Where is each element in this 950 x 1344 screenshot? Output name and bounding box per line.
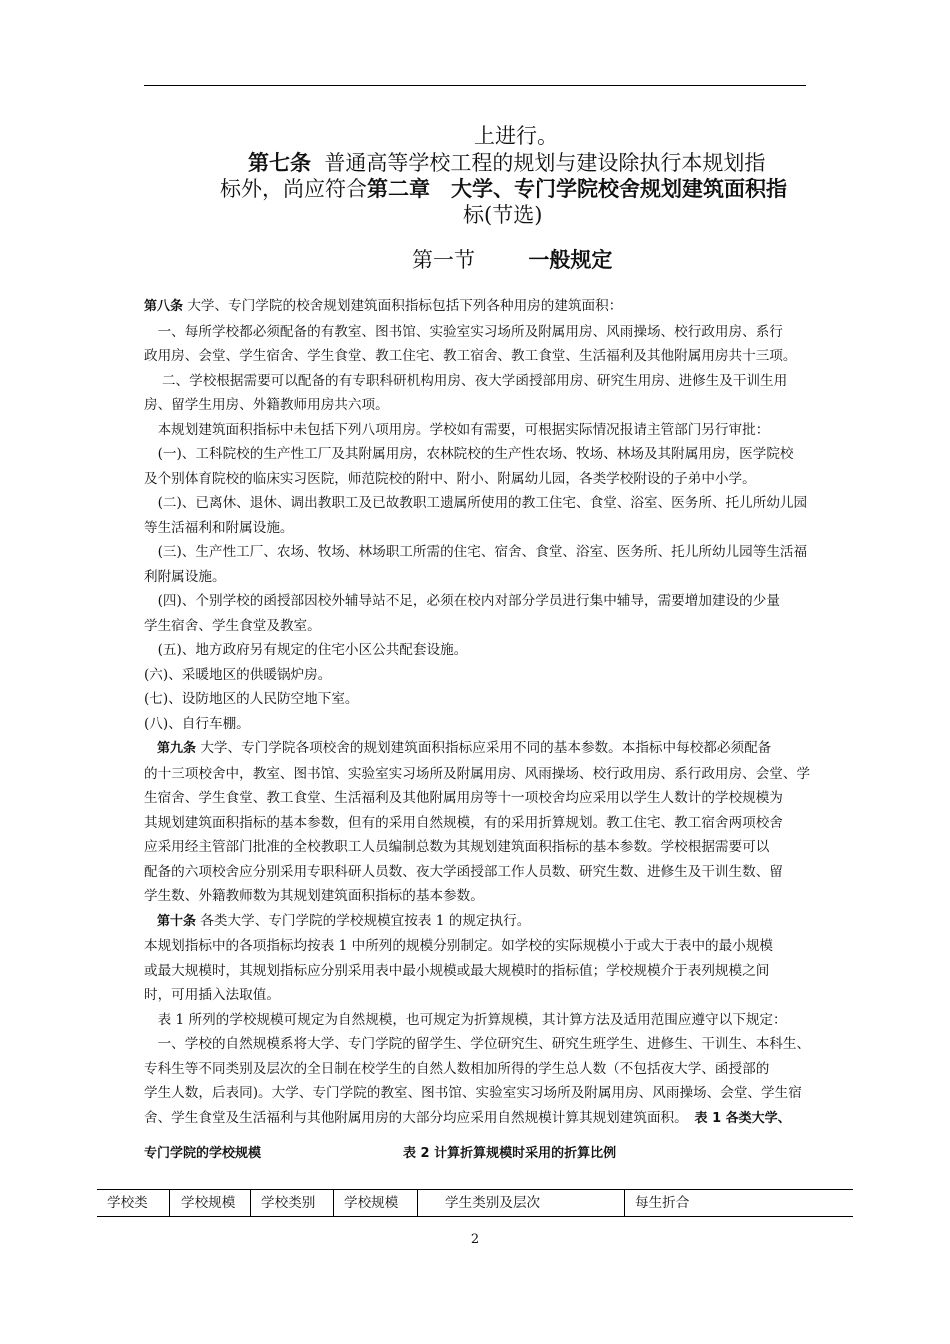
body-line <box>144 983 810 1008</box>
article-7-text: 普通高等学校工程的规划与建设除执行本规划指 <box>324 151 766 175</box>
body-line-text: 利附属设施。 <box>144 568 226 585</box>
body-line-text: 一、学校的自然规模系将大学、专门学院的留学生、学位研究生、研究生班学生、进修生、干训生、本科生、 <box>144 1036 811 1052</box>
body-line-text: 生宿舍、学生食堂、教工食堂、生活福利及其他附属用房等十一项校舍均应采用以学生人数计的学校规模为 <box>144 790 783 806</box>
body-line-text: 学生宿舍、学生食堂及教室。 <box>144 617 321 634</box>
body-line <box>144 467 810 492</box>
body-line <box>144 1057 810 1082</box>
body-line <box>144 540 810 565</box>
body-line-text: 本规划建筑面积指标中未包括下列八项用房。学校如有需要，可根据实际情况报请主管部门另行审批： <box>144 421 770 438</box>
excerpt-note: 标(节选) <box>463 203 543 227</box>
body-line-text: (二)、已离休、退休、调出教职工及已故教职工遗属所使用的教工住宅、食堂、浴室、医务所、托儿所幼儿园 <box>144 495 808 511</box>
body-line-text: 一、每所学校都必须配备的有教室、图书馆、实验室实习场所及附属用房、风雨操场、校行政用房、系行 <box>144 323 783 340</box>
article-7-line-2 <box>220 176 787 203</box>
body-line-text: (一)、工科院校的生产性工厂及其附属用房，农林院校的生产性农场、牧场、林场及其附属用房，医学院校 <box>144 446 794 462</box>
body-line <box>144 860 810 885</box>
body-line <box>144 294 810 320</box>
table-header-cell: 学生类别及层次 <box>445 1195 541 1211</box>
body-line <box>144 1081 810 1106</box>
body-line-text: 其规划建筑面积指标的基本参数，但有的采用自然规模，有的采用折算规划。教工住宅、教工宿舍两项校舍 <box>144 814 783 831</box>
body-line-text: 配备的六项校舍应分别采用专职科研人员数、夜大学函授部工作人员数、研究生数、进修生及干训生数、留 <box>144 863 783 880</box>
continuation-line: 上进行。 <box>474 124 558 148</box>
body-line <box>144 614 810 639</box>
article-7-label: 第七条 <box>248 151 311 175</box>
chapter-2-reference: 第二章 大学、专门学院校舍规划建筑面积指 <box>367 177 787 201</box>
body-line <box>144 516 810 541</box>
body-line <box>144 1106 810 1132</box>
body-line <box>144 442 810 467</box>
body-line-text: 等生活福利和附属设施。 <box>144 519 294 536</box>
body-line-text: 时，可用插入法取值。 <box>144 987 280 1003</box>
table-1-caption-cont: 专门学院的学校规模 <box>144 1146 262 1161</box>
body-line-text: 表 1 所列的学校规模可规定为自然规模，也可规定为折算规模，其计算方法及适用范围应遵守以下规定： <box>144 1011 787 1028</box>
table-header-cell: 每生折合 <box>635 1195 690 1211</box>
body-line-text: 各类大学、专门学院的学校规模宜按表 1 的规定执行。 <box>196 912 531 929</box>
body-line <box>144 909 810 935</box>
body-line <box>144 418 810 443</box>
body-line <box>144 638 810 663</box>
body-line-text: 房、留学生用房、外籍教师用房共六项。 <box>144 397 389 413</box>
article-label: 第九条 <box>144 741 197 756</box>
section-title: 一般规定 <box>528 248 613 272</box>
body-line-text: (三)、生产性工厂、农场、牧场、林场职工所需的住宅、宿舍、食堂、浴室、医务所、托儿所幼儿园等生活福 <box>144 544 808 560</box>
body-line <box>144 811 810 836</box>
table-header-cell: 学校类 <box>107 1195 148 1211</box>
body-line <box>144 959 810 984</box>
body-line <box>144 663 810 688</box>
body-line-text: 专科生等不同类别及层次的全日制在校学生的自然人数相加所得的学生总人数（不包括夜大学、函授部的 <box>144 1060 770 1077</box>
table-captions <box>144 1141 810 1167</box>
body-line <box>144 712 810 737</box>
body-line <box>144 344 810 369</box>
body-line-text: 学生数、外籍教师数为其规划建筑面积指标的基本参数。 <box>144 888 484 904</box>
body-line-text: 政用房、会堂、学生宿舍、学生食堂、教工住宅、教工宿舍、教工食堂、生活福利及其他附属用房共十三项。 <box>144 348 797 364</box>
body-line-text: 舍、学生食堂及生活福利与其他附属用房的大部分均应采用自然规模计算其规划建筑面积。 <box>144 1109 681 1126</box>
body-line <box>144 835 810 860</box>
body-line-text: 或最大规模时，其规划指标应分别采用表中最小规模或最大规模时的指标值；学校规模介于表列规模之间 <box>144 962 770 979</box>
body-line-text: 的十三项校舍中，教室、图书馆、实验室实习场所及附属用房、风雨操场、校行政用房、系行政用房、会堂、学 <box>144 765 811 782</box>
body-line <box>144 565 810 590</box>
table-header-cell: 学校规模 <box>181 1195 236 1211</box>
body-line <box>144 1008 810 1033</box>
body-line-text: 学生人数，后表同)。大学、专门学院的教室、图书馆、实验室实习场所及附属用房、风雨操场、会堂、学生宿 <box>144 1085 802 1101</box>
table-header-row <box>97 1189 853 1217</box>
body-line <box>144 393 810 418</box>
body-line <box>144 786 810 811</box>
body-line-text: 大学、专门学院的校舍规划建筑面积指标包括下列各种用房的建筑面积： <box>183 298 623 314</box>
table-2-caption: 表 2 计算折算规模时采用的折算比例 <box>403 1146 617 1161</box>
section-heading <box>412 247 612 274</box>
body-line-text: (七)、设防地区的人民防空地下室。 <box>144 691 359 707</box>
article-7-line <box>248 150 765 177</box>
body-line-text: 二、学校根据需要可以配备的有专职科研机构用房、夜大学函授部用房、研究生用房、进修生及干训生用 <box>144 372 788 389</box>
body-line <box>144 687 810 712</box>
body-line <box>144 1032 810 1057</box>
article-label: 第八条 <box>144 299 184 314</box>
body-line-text: 本规划指标中的各项指标均按表 1 中所列的规模分别制定。如学校的实际规模小于或大于表中的最小规模 <box>144 938 774 954</box>
header-rule <box>144 85 806 86</box>
body-line <box>144 369 810 394</box>
body-line <box>144 934 810 959</box>
body-line <box>144 491 810 516</box>
body-text <box>144 294 810 1131</box>
section-number: 第一节 <box>412 248 475 272</box>
body-line-text: (八)、自行车棚。 <box>144 715 250 732</box>
body-line-text: (六)、采暖地区的供暖锅炉房。 <box>144 666 332 683</box>
article-7-text-2: 标外，尚应符合 <box>220 177 367 201</box>
body-line-text: (五)、地方政府另有规定的住宅小区公共配套设施。 <box>144 642 468 658</box>
body-line-text: 应采用经主管部门批准的全校教职工人员编制总数为其规划建筑面积指标的基本参数。学校根据需要可以 <box>144 839 770 855</box>
body-line-text: (四)、个别学校的函授部因校外辅导站不足，必须在校内对部分学员进行集中辅导，需要增加建设的少量 <box>144 593 780 609</box>
body-line <box>144 762 810 787</box>
table-header-cell: 学校类别 <box>261 1195 316 1211</box>
page-number: 2 <box>470 1232 480 1247</box>
body-line <box>144 320 810 345</box>
body-line-text: 及个别体育院校的临床实习医院，师范院校的附中、附小、附属幼儿园，各类学校附设的子弟中小学。 <box>144 470 756 487</box>
body-line <box>144 589 810 614</box>
article-label: 第十条 <box>144 913 197 929</box>
body-line <box>144 884 810 909</box>
table-header-cell: 学校规模 <box>344 1195 399 1211</box>
body-line <box>144 736 810 762</box>
table-1-caption: 表 1 各类大学、 <box>694 1110 791 1126</box>
body-line-text: 大学、专门学院各项校舍的规划建筑面积指标应采用不同的基本参数。本指标中每校都必须配备 <box>196 740 772 756</box>
